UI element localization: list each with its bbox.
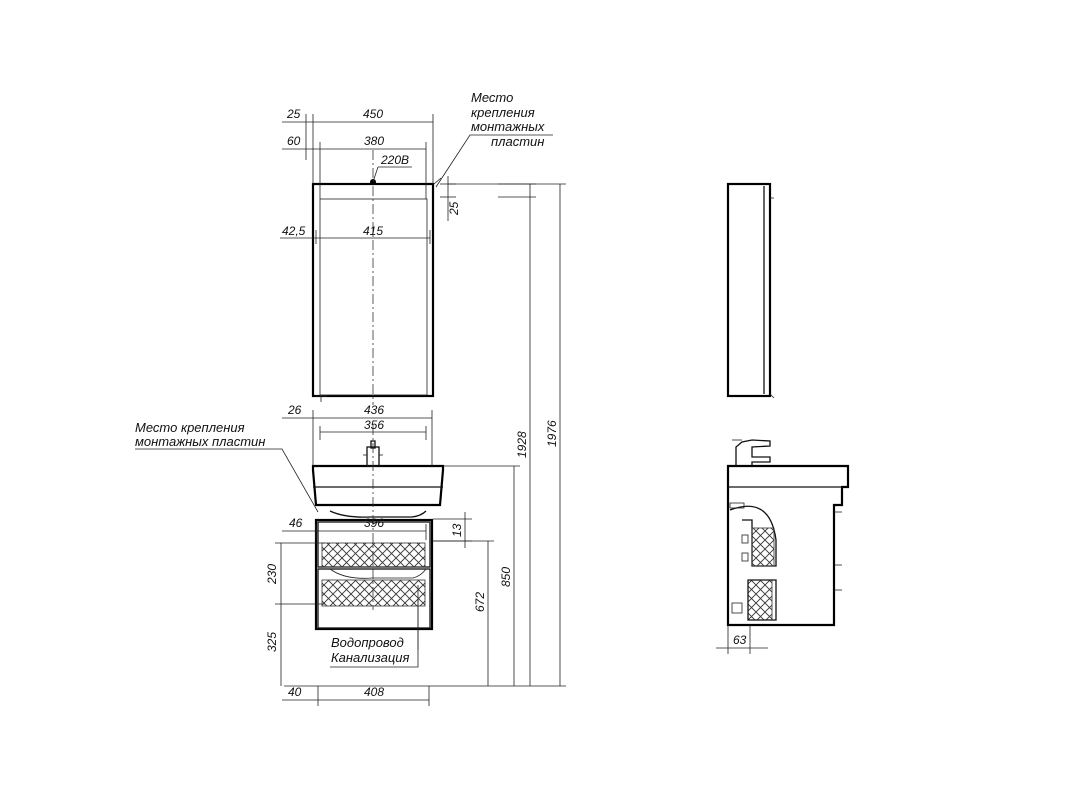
dim-base-width: 408 <box>364 685 385 699</box>
dim-height-672: 672 <box>473 591 487 612</box>
note-mount-bottom-1: Место крепления <box>135 420 245 435</box>
dim-height-1976: 1976 <box>545 420 559 447</box>
dim-side-depth-offset: 63 <box>733 633 747 647</box>
dim-mirror-inner-offset: 60 <box>287 134 301 148</box>
note-sewage: Канализация <box>331 650 410 665</box>
note-mount-top-2: крепления <box>471 105 535 120</box>
note-mount-top-4: пластин <box>491 134 545 149</box>
dim-mount-width: 415 <box>363 224 384 238</box>
hatch-zone-lower <box>322 580 425 606</box>
vanity-body <box>316 520 432 629</box>
vanity-side <box>716 440 848 654</box>
dim-mirror-inner-width: 380 <box>364 134 385 148</box>
dim-mount-offset: 42,5 <box>282 224 306 238</box>
dim-sink-width: 436 <box>364 403 385 417</box>
dim-mirror-width: 450 <box>363 107 384 121</box>
dim-drawer-height: 230 <box>265 563 279 584</box>
dim-faucet-span: 356 <box>364 418 385 432</box>
dim-body-gap: 13 <box>450 523 464 537</box>
note-mount-top-3: монтажных <box>471 119 545 134</box>
dim-body-offset: 46 <box>289 516 303 530</box>
note-mount-bottom-2: монтажных пластин <box>135 434 266 449</box>
mirror-cabinet-side <box>728 184 774 398</box>
dim-height-1928: 1928 <box>515 431 529 458</box>
mirror-cabinet-front <box>313 150 441 405</box>
dim-mirror-offset-left: 25 <box>287 107 301 121</box>
faucet-side-icon <box>736 440 770 466</box>
sink-outline <box>313 466 443 505</box>
dim-base-offset: 40 <box>288 685 302 699</box>
dim-lower-height: 325 <box>265 631 279 652</box>
dim-height-850: 850 <box>499 566 513 587</box>
dim-body-width: 396 <box>364 516 385 530</box>
dim-mirror-top-offset: 25 <box>447 201 461 215</box>
note-mount-top-1: Место <box>471 90 514 105</box>
socket-label: 220В <box>381 153 410 167</box>
hatch-zone-upper <box>322 543 425 567</box>
note-water-supply: Водопровод <box>331 635 404 650</box>
dim-sink-offset: 26 <box>288 403 302 417</box>
